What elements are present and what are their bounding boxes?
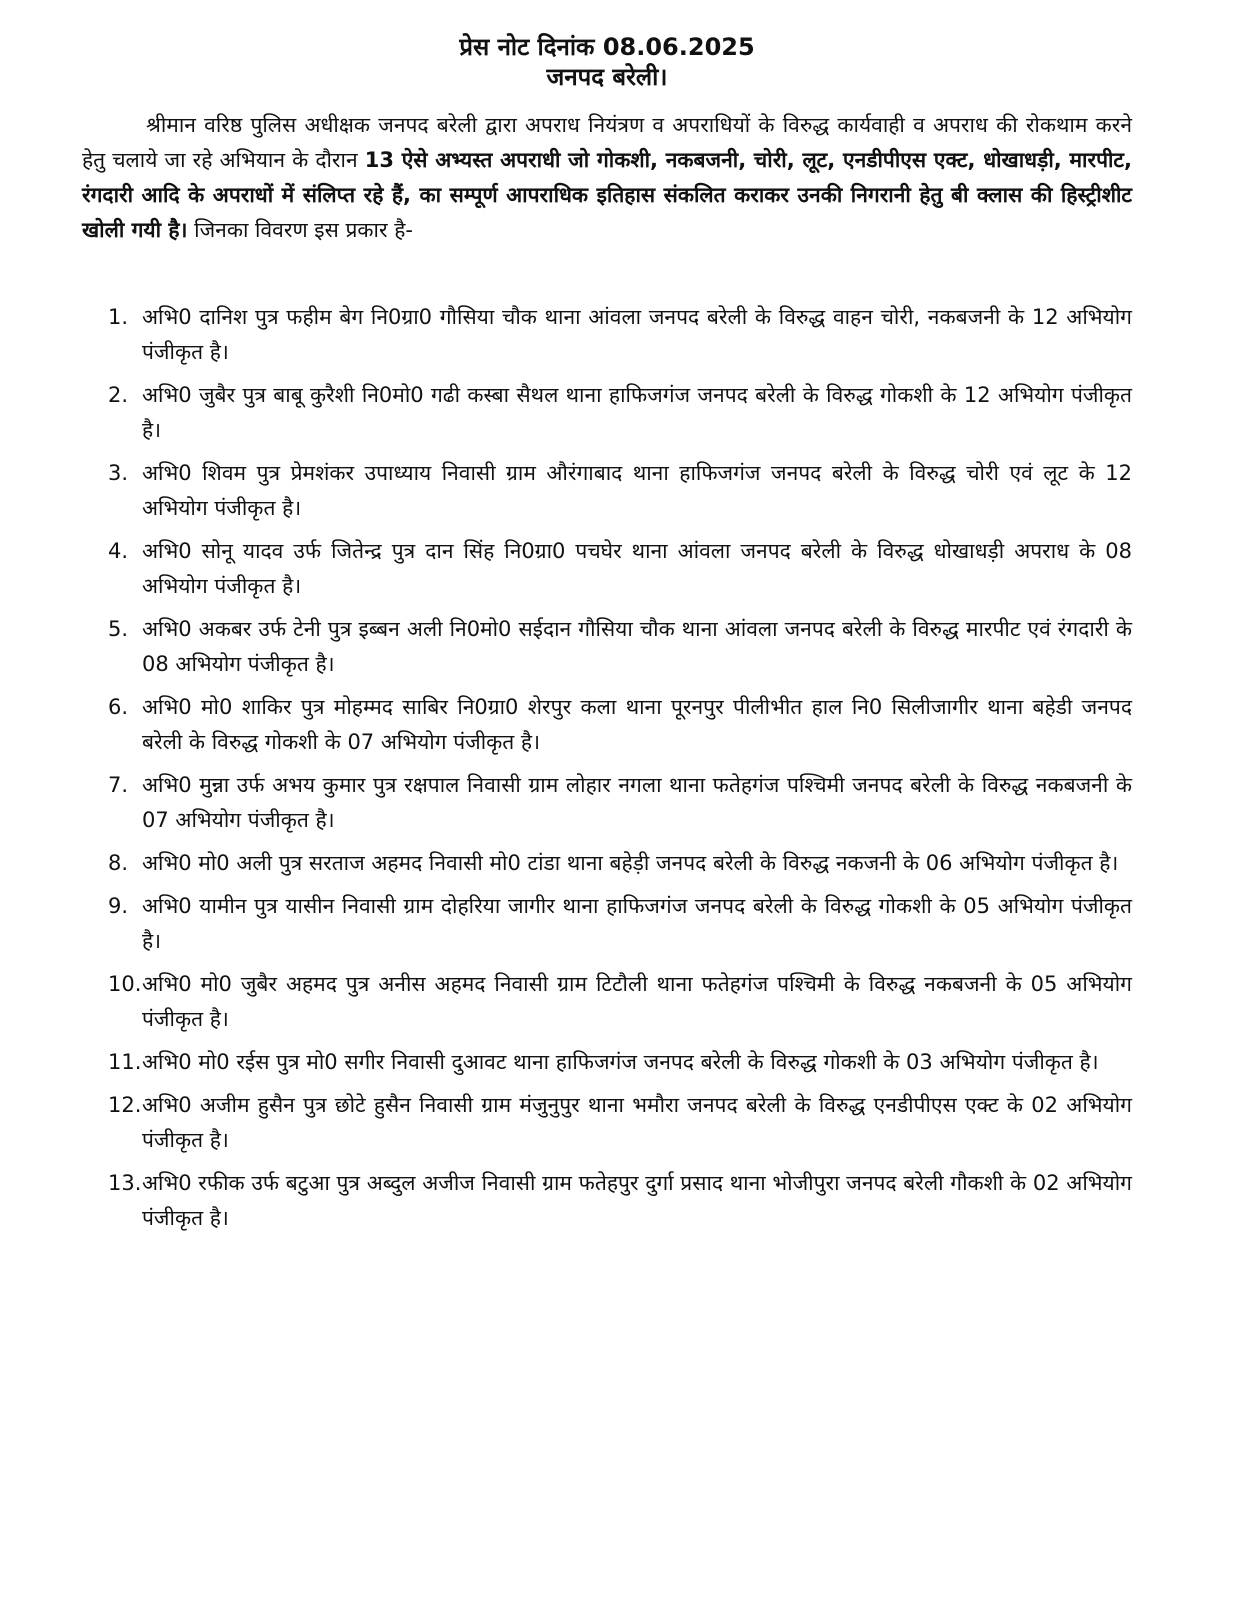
page-title: प्रेस नोट दिनांक 08.06.2025 bbox=[459, 33, 755, 61]
list-item-number: 4. bbox=[108, 539, 129, 563]
list-item bbox=[82, 612, 1132, 682]
list-item-number: 12. bbox=[108, 1093, 142, 1117]
list-item bbox=[82, 1166, 1132, 1236]
list-item-text: अभि0 मो0 शाकिर पुत्र मोहम्मद साबिर नि0ग्रा0 शेरपुर कला थाना पूरनपुर पीलीभीत हाल नि0 सिलीजागीर थाना बहेडी जनपद बरेली के विरुद्ध गोकशी के 07 अभियोग पंजीकृत है। bbox=[142, 695, 1132, 754]
list-item bbox=[82, 534, 1132, 604]
list-item bbox=[82, 456, 1132, 526]
list-item bbox=[82, 1045, 1132, 1080]
list-item-number: 8. bbox=[108, 851, 129, 875]
list-item-number: 7. bbox=[108, 773, 129, 797]
intro-text-bold: 13 ऐसे अभ्यस्त अपराधी जो गोकशी, नकबजनी, चोरी, लूट, एनडीपीएस एक्ट, धोखाधड़ी, मारपीट, रंगदारी आदि के अपराधों में संलिप्त रहे हैं, का सम्पूर्ण आपराधिक इतिहास संकलित कराकर उनकी निगरानी हेतु बी क्लास की हिस्ट्रीशीट खोली गयी है। bbox=[82, 148, 1132, 242]
list-item-text: अभि0 शिवम पुत्र प्रेमशंकर उपाध्याय निवासी ग्राम औरंगाबाद थाना हाफिजगंज जनपद बरेली के विरुद्ध चोरी एवं लूट के 12 अभियोग पंजीकृत है। bbox=[142, 461, 1132, 520]
list-item-text: अभि0 रफीक उर्फ बटुआ पुत्र अब्दुल अजीज निवासी ग्राम फतेहपुर दुर्गा प्रसाद थाना भोजीपुरा जनपद बरेली गौकशी के 02 अभियोग पंजीकृत है। bbox=[142, 1171, 1132, 1230]
list-item-text: अभि0 मो0 जुबैर अहमद पुत्र अनीस अहमद निवासी ग्राम टिटौली थाना फतेहगंज पश्चिमी के विरुद्ध नकबजनी के 05 अभियोग पंजीकृत है। bbox=[142, 972, 1132, 1031]
list-item-number: 9. bbox=[108, 894, 129, 918]
list-item bbox=[82, 1088, 1132, 1158]
intro-text-end: जिनका विवरण इस प्रकार है- bbox=[187, 218, 413, 242]
list-item-text: अभि0 मो0 अली पुत्र सरताज अहमद निवासी मो0 टांडा थाना बहेड़ी जनपद बरेली के विरुद्ध नकजनी के 06 अभियोग पंजीकृत है। bbox=[142, 851, 1119, 875]
list-item bbox=[82, 378, 1132, 448]
list-item-text: अभि0 अजीम हुसैन पुत्र छोटे हुसैन निवासी ग्राम मंजुनुपुर थाना भमौरा जनपद बरेली के विरुद्ध एनडीपीएस एक्ट के 02 अभियोग पंजीकृत है। bbox=[142, 1093, 1132, 1152]
list-item-text: अभि0 जुबैर पुत्र बाबू कुरैशी नि0मो0 गढी कस्बा सैथल थाना हाफिजगंज जनपद बरेली के विरुद्ध गोकशी के 12 अभियोग पंजीकृत है। bbox=[142, 383, 1132, 442]
list-item bbox=[82, 690, 1132, 760]
list-item-number: 13. bbox=[108, 1171, 142, 1195]
list-item-number: 2. bbox=[108, 383, 129, 407]
list-item-text: अभि0 अकबर उर्फ टेनी पुत्र इब्बन अली नि0मो0 सईदान गौसिया चौक थाना आंवला जनपद बरेली के विरुद्ध मारपीट एवं रंगदारी के 08 अभियोग पंजीकृत है। bbox=[142, 617, 1132, 676]
accused-list bbox=[82, 300, 1132, 1236]
intro-text-start: श्रीमान वरिष्ठ पुलिस अधीक्षक जनपद बरेली द्वारा अपराध नियंत्रण व अपराधियों के विरुद्ध कार्यवाही व अपराध की रोकथाम करने हेतु चलाये जा रहे अभियान के दौरान bbox=[82, 113, 1132, 172]
intro-paragraph bbox=[82, 108, 1132, 248]
list-item bbox=[82, 300, 1132, 370]
list-item-text: अभि0 दानिश पुत्र फहीम बेग नि0ग्रा0 गौसिया चौक थाना आंवला जनपद बरेली के विरुद्ध वाहन चोरी, नकबजनी के 12 अभियोग पंजीकृत है। bbox=[142, 305, 1132, 364]
list-item bbox=[82, 768, 1132, 838]
list-item bbox=[82, 967, 1132, 1037]
list-item bbox=[82, 846, 1132, 881]
list-item-text: अभि0 मुन्ना उर्फ अभय कुमार पुत्र रक्षपाल निवासी ग्राम लोहार नगला थाना फतेहगंज पश्चिमी जनपद बरेली के विरुद्ध नकबजनी के 07 अभियोग पंजीकृत है। bbox=[142, 773, 1132, 832]
list-item bbox=[82, 889, 1132, 959]
list-item-number: 5. bbox=[108, 617, 129, 641]
list-item-text: अभि0 मो0 रईस पुत्र मो0 सगीर निवासी दुआवट थाना हाफिजगंज जनपद बरेली के विरुद्ध गोकशी के 03 अभियोग पंजीकृत है। bbox=[142, 1050, 1099, 1074]
list-item-number: 6. bbox=[108, 695, 129, 719]
list-item-text: अभि0 यामीन पुत्र यासीन निवासी ग्राम दोहरिया जागीर थाना हाफिजगंज जनपद बरेली के विरुद्ध गोकशी के 05 अभियोग पंजीकृत है। bbox=[142, 894, 1132, 953]
list-item-number: 10. bbox=[108, 972, 142, 996]
list-item-number: 3. bbox=[108, 461, 129, 485]
list-item-number: 1. bbox=[108, 305, 129, 329]
list-item-text: अभि0 सोनू यादव उर्फ जितेन्द्र पुत्र दान सिंह नि0ग्रा0 पचघेर थाना आंवला जनपद बरेली के विरुद्ध धोखाधड़ी अपराध के 08 अभियोग पंजीकृत है। bbox=[142, 539, 1132, 598]
page-subtitle: जनपद बरेली। bbox=[546, 63, 668, 91]
list-item-number: 11. bbox=[108, 1050, 142, 1074]
